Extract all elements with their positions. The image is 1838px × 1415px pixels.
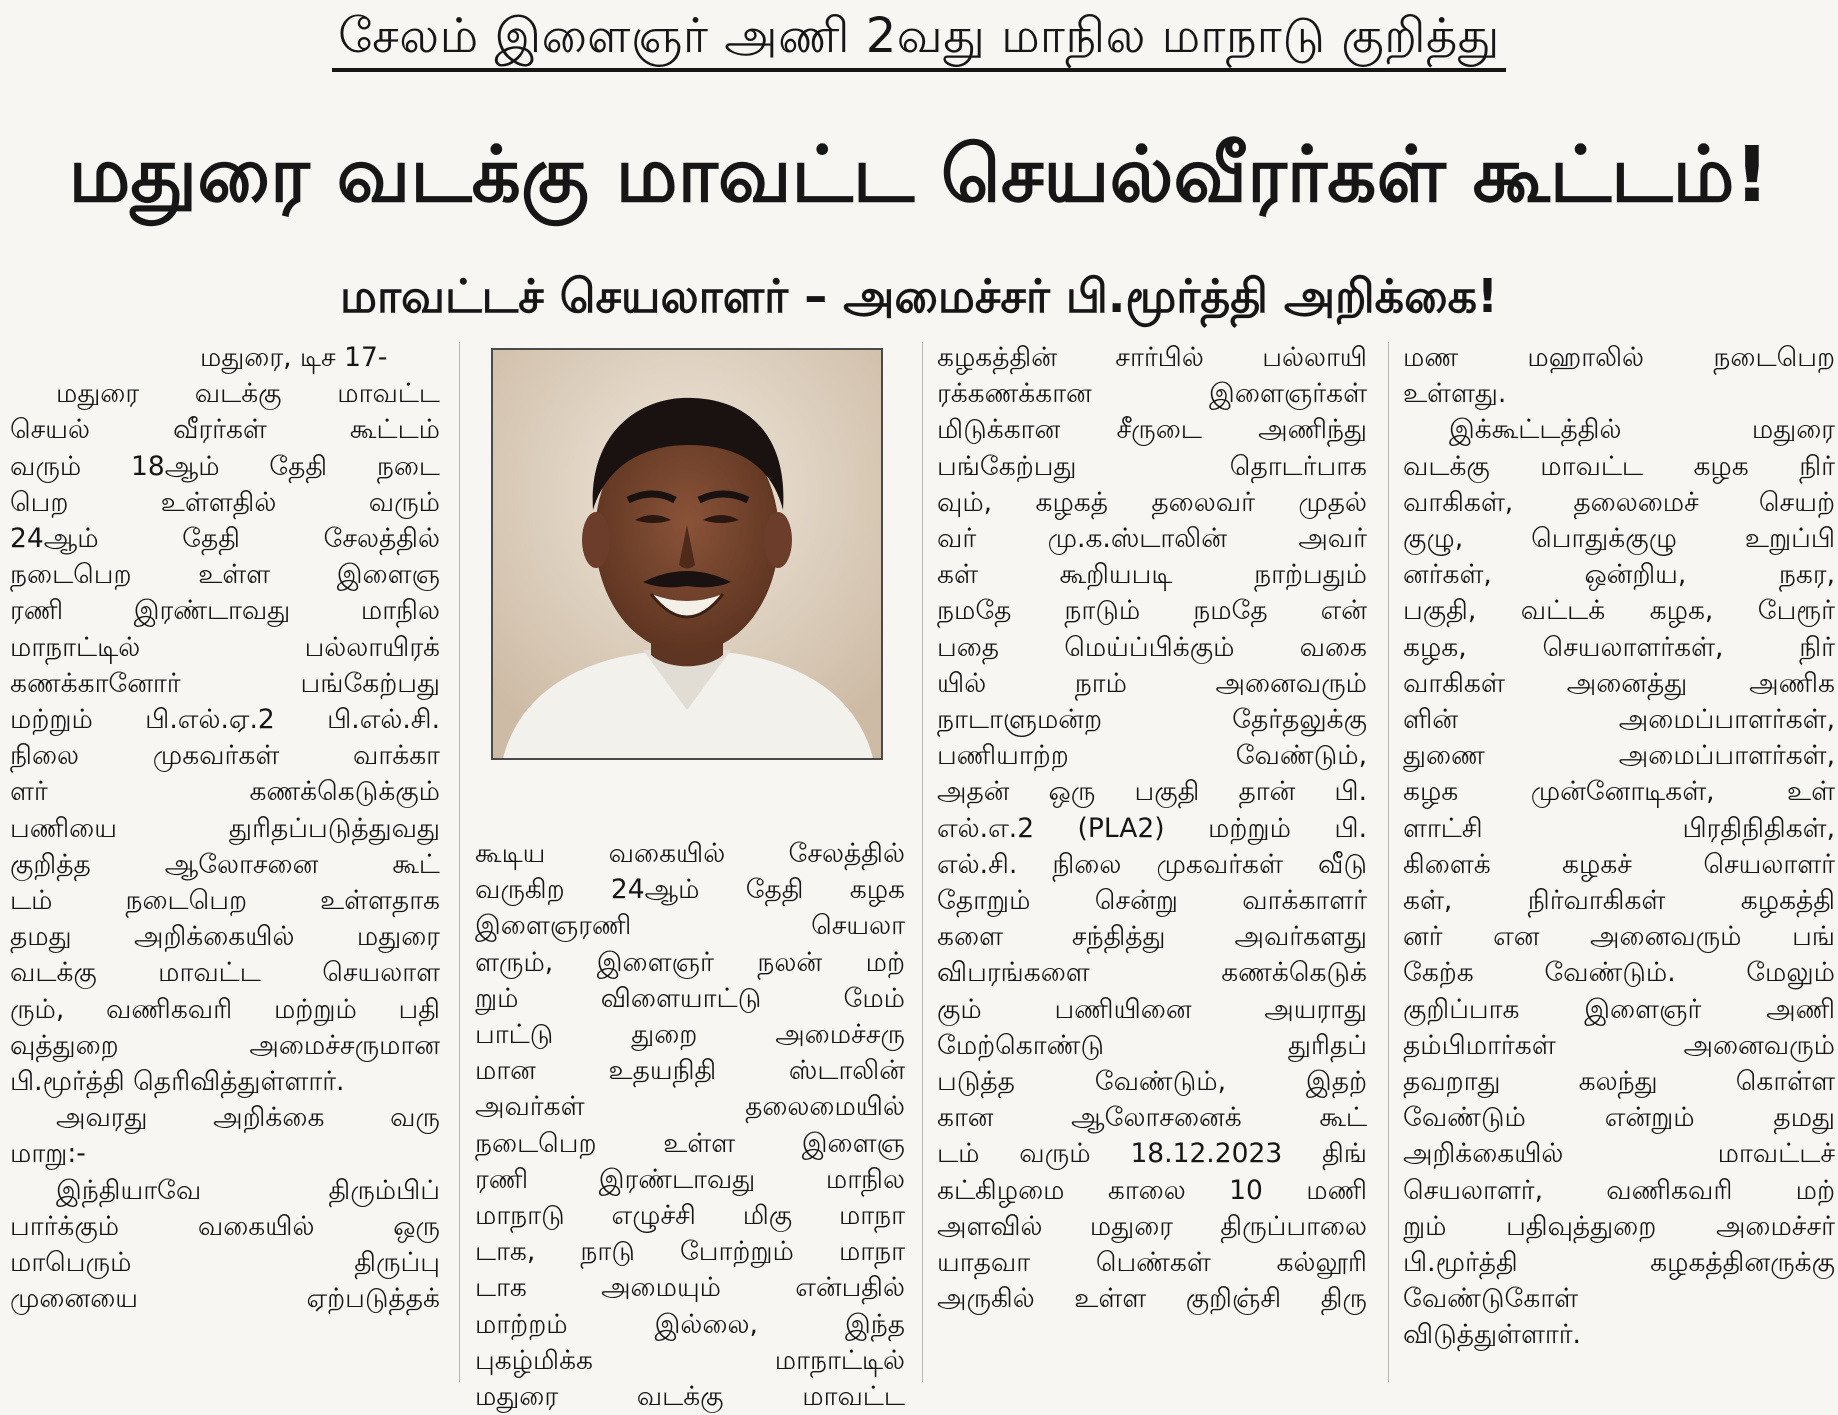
article-text-line: தமது அறிக்கையில் மதுரை	[10, 921, 440, 953]
article-text-line: பெற உள்ளதில் வரும்	[10, 486, 440, 518]
kicker-headline	[0, 4, 1838, 78]
article-text-line: மண மஹாலில் நடைபெற	[1403, 342, 1835, 373]
article-text-line: விடுத்துள்ளார்.	[1403, 1319, 1581, 1351]
article-text-line: பணியை துரிதப்படுத்துவது	[10, 812, 440, 844]
article-text-line: னர்கள், ஒன்றிய, நகர,	[1403, 559, 1835, 591]
article-text-line: மாநாடு எழுச்சி மிகு மாநா	[475, 1200, 905, 1232]
article-text-line: பகுதி, வட்டக் கழக, பேரூர்	[1403, 595, 1835, 627]
article-text-line: மதுரை, டிச 17-	[200, 342, 388, 373]
article-text-line: கழக, செயலாளர்கள், நிர்	[1403, 631, 1835, 663]
article-text-line: ளர் கணக்கெடுக்கும்	[10, 776, 440, 808]
article-column-4	[1403, 340, 1835, 1354]
article-text-line: தவறாது கலந்து கொள்ள	[1403, 1066, 1835, 1098]
article-text-line: குறித்த ஆலோசனை கூட்	[10, 848, 440, 880]
article-text-line: புகழ்மிக்க மாநாட்டில்	[475, 1344, 905, 1376]
article-text-line: வேண்டும் என்றும் தமது	[1403, 1102, 1835, 1134]
article-text-line: கிளைக் கழகச் செயலாளர்	[1403, 848, 1835, 880]
article-text-line: வடக்கு மாவட்ட செயலாள	[10, 957, 440, 989]
article-text-line: குறிப்பாக இளைஞர் அணி	[1403, 993, 1835, 1025]
article-text-line: பி.மூர்த்தி கழகத்தினருக்கு	[1403, 1247, 1835, 1279]
article-text-line: இக்கூட்டத்தில் மதுரை	[1449, 414, 1835, 446]
article-text-line: நிலை முகவர்கள் வாக்கா	[10, 740, 440, 772]
article-text-line: டம் வரும் 18.12.2023 திங்	[937, 1138, 1367, 1170]
article-text-line: ளரும், இளைஞர் நலன் மற்	[475, 946, 905, 978]
article-text-line: கும் பணியினை அயராது	[937, 993, 1367, 1025]
article-text-line: அவர்கள் தலைமையில்	[475, 1091, 905, 1123]
article-text-line: தோறும் சென்று வாக்காளர்	[937, 885, 1367, 917]
article-text-line: மிடுக்கான சீருடை அணிந்து	[937, 414, 1367, 446]
article-text-line: மேற்கொண்டு துரிதப்	[937, 1029, 1367, 1061]
article-text-line: நடைபெற உள்ள இளைஞ	[475, 1127, 905, 1159]
column-divider	[459, 342, 460, 1382]
article-text-line: யாதவா பெண்கள் கல்லூரி	[937, 1247, 1367, 1279]
minister-portrait-photo	[491, 348, 883, 760]
article-text-line: றும் விளையாட்டு மேம்	[475, 982, 905, 1014]
article-text-line: 24ஆம் தேதி சேலத்தில்	[10, 523, 440, 555]
article-column-3	[937, 340, 1367, 1317]
article-text-line: மாபெரும் திருப்பு	[10, 1247, 440, 1279]
article-text-line: ரணி இரண்டாவது மாநில	[10, 595, 440, 627]
article-text-line: விபரங்களை கணக்கெடுக்	[937, 957, 1367, 989]
sub-headline: மாவட்டச் செயலாளர் – அமைச்சர் பி.மூர்த்தி அறிக்கை!	[339, 269, 1499, 323]
article-text-line: மதுரை வடக்கு மாவட்ட	[475, 1381, 905, 1413]
article-text-line: டாக அமையும் என்பதில்	[475, 1272, 905, 1304]
article-text-line: மாற்றம் இல்லை, இந்த	[475, 1308, 905, 1340]
article-text-line: பணியாற்ற வேண்டும்,	[937, 740, 1367, 772]
article-text-line: ரும், வணிகவரி மற்றும் பதி	[10, 993, 440, 1025]
column-divider	[922, 342, 923, 1382]
article-text-line: மதுரை வடக்கு மாவட்ட	[56, 378, 440, 410]
article-text-line: அவரது அறிக்கை வரு	[56, 1102, 440, 1134]
article-text-line: பங்கேற்பது தொடர்பாக	[937, 450, 1367, 482]
article-text-line: பாட்டு துறை அமைச்சரு	[475, 1019, 905, 1051]
article-text-line: எல்.எ.2 (PLA2) மற்றும் பி.	[937, 812, 1367, 844]
article-text-line: வரும் 18ஆம் தேதி நடை	[10, 450, 440, 482]
article-text-line: நமதே நாடும் நமதே என்	[937, 595, 1367, 627]
article-text-line: றும் பதிவுத்துறை அமைச்சர்	[1403, 1210, 1835, 1242]
article-text-line: தம்பிமார்கள் அனைவரும்	[1403, 1029, 1835, 1061]
article-text-line: வேண்டுகோள்	[1403, 1283, 1579, 1315]
article-text-line: கள், நிர்வாகிகள் கழகத்தி	[1403, 885, 1835, 917]
article-column-2	[475, 836, 905, 1415]
article-text-line: மான உதயநிதி ஸ்டாலின்	[475, 1055, 905, 1087]
article-text-line: கட்கிழமை காலை 10 மணி	[937, 1174, 1367, 1206]
article-text-line: மாநாட்டில் பல்லாயிரக்	[10, 631, 440, 663]
article-text-line: எல்.சி. நிலை முகவர்கள் வீடு	[937, 848, 1367, 880]
article-column-1	[10, 340, 440, 1317]
article-text-line: கணக்கானோர் பங்கேற்பது	[10, 667, 440, 699]
article-text-line: உள்ளது.	[1403, 378, 1507, 410]
article-text-line: டம் நடைபெற உள்ளதாக	[10, 885, 440, 917]
article-text-line: கழக முன்னோடிகள், உள்	[1403, 776, 1835, 808]
article-text-line: குழு, பொதுக்குழு உறுப்பி	[1403, 523, 1835, 555]
article-text-line: நாடாளுமன்ற தேர்தலுக்கு	[937, 704, 1367, 736]
article-text-line: நடைபெற உள்ள இளைஞ	[10, 559, 440, 591]
article-text-line: வருகிற 24ஆம் தேதி கழக	[475, 874, 905, 906]
article-text-line: கூடிய வகையில் சேலத்தில்	[475, 838, 905, 869]
article-text-line: வும், கழகத் தலைவர் முதல்	[937, 486, 1367, 518]
portrait-photo-icon	[493, 350, 881, 758]
article-text-line: படுத்த வேண்டும், இதற்	[937, 1066, 1367, 1098]
article-text-line: பி.மூர்த்தி தெரிவித்துள்ளார்.	[10, 1066, 345, 1098]
article-text-line: இந்தியாவே திரும்பிப்	[56, 1174, 440, 1206]
column-divider	[1388, 342, 1389, 1382]
article-text-line: ரக்கணக்கான இளைஞர்கள்	[937, 378, 1367, 410]
article-text-line: துணை அமைப்பாளர்கள்,	[1403, 740, 1835, 772]
article-text-line: செயல் வீரர்கள் கூட்டம்	[10, 414, 440, 446]
article-text-line: கழகத்தின் சார்பில் பல்லாயி	[937, 342, 1367, 373]
main-headline: மதுரை வடக்கு மாவட்ட செயல்வீரர்கள் கூட்டம்!	[68, 131, 1770, 220]
article-text-line: முனையை ஏற்படுத்தக்	[10, 1283, 440, 1315]
article-text-line: பதை மெய்ப்பிக்கும் வகை	[937, 631, 1367, 663]
article-text-line: கள் கூறியபடி நாற்பதும்	[937, 559, 1367, 591]
article-text-line: மற்றும் பி.எல்.ஏ.2 பி.எல்.சி.	[10, 704, 440, 736]
article-text-line: கான ஆலோசனைக் கூட்	[937, 1102, 1367, 1134]
article-text-line: டாக, நாடு போற்றும் மாநா	[475, 1236, 905, 1268]
article-text-line: வாகிகள், தலைமைச் செயற்	[1403, 486, 1835, 518]
article-text-line: இளைஞரணி செயலா	[475, 910, 905, 942]
kicker-text: சேலம் இளைஞர் அணி 2வது மாநில மாநாடு குறித்து	[332, 4, 1506, 72]
article-text-line: செயலாளர், வணிகவரி மற்	[1403, 1174, 1835, 1206]
article-text-line: களை சந்தித்து அவர்களது	[937, 921, 1367, 953]
article-text-line: ளாட்சி பிரதிநிதிகள்,	[1403, 812, 1835, 844]
article-text-line: வுத்துறை அமைச்சருமான	[10, 1029, 440, 1061]
article-text-line: அறிக்கையில் மாவட்டச்	[1403, 1138, 1835, 1170]
article-text-line: அதன் ஒரு பகுதி தான் பி.	[937, 776, 1367, 808]
article-text-line: ளின் அமைப்பாளர்கள்,	[1403, 704, 1835, 736]
article-text-line: வர் மு.க.ஸ்டாலின் அவர்	[937, 523, 1367, 555]
article-text-line: மாறு:-	[10, 1138, 86, 1170]
article-text-line: யில் நாம் அனைவரும்	[937, 667, 1367, 699]
article-text-line: வடக்கு மாவட்ட கழக நிர்	[1403, 450, 1835, 482]
article-text-line: ரணி இரண்டாவது மாநில	[475, 1163, 905, 1195]
article-text-line: வாகிகள் அனைத்து அணிக	[1403, 667, 1835, 699]
article-text-line: அளவில் மதுரை திருப்பாலை	[937, 1210, 1367, 1242]
article-text-line: அருகில் உள்ள குறிஞ்சி திரு	[937, 1283, 1367, 1315]
article-text-line: பார்க்கும் வகையில் ஒரு	[10, 1210, 440, 1242]
article-text-line: னர் என அனைவரும் பங்	[1403, 921, 1835, 953]
article-text-line: கேற்க வேண்டும். மேலும்	[1403, 957, 1835, 989]
